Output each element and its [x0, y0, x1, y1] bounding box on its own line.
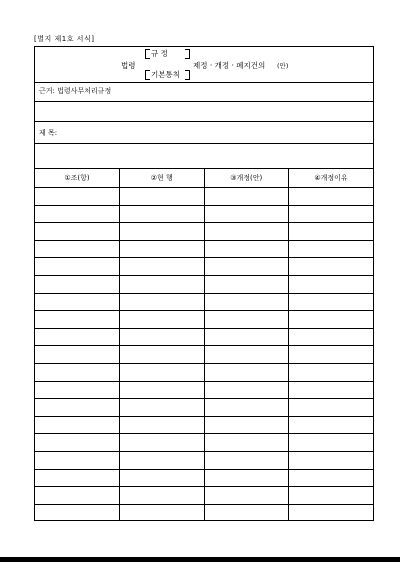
bracket-top-right — [185, 49, 190, 59]
table-cell — [35, 258, 120, 276]
table-cell — [120, 223, 205, 241]
table-cell — [204, 434, 289, 452]
table-row — [35, 434, 373, 452]
table-cell — [120, 328, 205, 346]
title-mark: (안) — [277, 62, 289, 70]
table-row — [35, 504, 373, 521]
table-cell — [35, 188, 120, 206]
table-row — [35, 399, 373, 417]
table-cell — [204, 205, 289, 223]
col-amendment: ③개정(안) — [204, 169, 289, 188]
table-cell — [120, 275, 205, 293]
table-cell — [120, 434, 205, 452]
page-bottom-bar — [0, 557, 400, 562]
subject-label: 제 목: — [39, 129, 58, 137]
table-cell — [35, 311, 120, 329]
table-cell — [289, 346, 374, 364]
table-cell — [35, 416, 120, 434]
table-row — [35, 346, 373, 364]
table-cell — [120, 311, 205, 329]
blank-row-2 — [35, 144, 373, 169]
table-cell — [204, 381, 289, 399]
table-header-row — [35, 169, 373, 188]
table-cell — [289, 363, 374, 381]
table-cell — [120, 258, 205, 276]
table-row — [35, 487, 373, 505]
table-cell — [204, 311, 289, 329]
table-cell — [120, 399, 205, 417]
table-cell — [120, 188, 205, 206]
table-cell — [35, 275, 120, 293]
table-row — [35, 469, 373, 487]
table-cell — [35, 469, 120, 487]
table-cell — [35, 293, 120, 311]
table-cell — [204, 328, 289, 346]
table-cell — [120, 451, 205, 469]
table-row — [35, 381, 373, 399]
table-cell — [204, 223, 289, 241]
table-cell — [120, 469, 205, 487]
table-cell — [35, 328, 120, 346]
table-cell — [120, 416, 205, 434]
table-row — [35, 205, 373, 223]
table-cell — [289, 223, 374, 241]
table-cell — [289, 205, 374, 223]
table-cell — [289, 328, 374, 346]
table-row — [35, 240, 373, 258]
table-cell — [35, 504, 120, 521]
title-option-bottom: 기본통칙 — [151, 70, 180, 79]
table-cell — [120, 240, 205, 258]
table-cell — [289, 416, 374, 434]
table-row — [35, 328, 373, 346]
table-cell — [204, 258, 289, 276]
table-row — [35, 416, 373, 434]
table-cell — [204, 188, 289, 206]
table-cell — [35, 381, 120, 399]
table-cell — [120, 293, 205, 311]
table-cell — [204, 469, 289, 487]
table-cell — [35, 205, 120, 223]
table-cell — [204, 487, 289, 505]
table-cell — [289, 381, 374, 399]
table-cell — [204, 416, 289, 434]
subject-row — [35, 122, 373, 144]
table-cell — [35, 363, 120, 381]
table-cell — [289, 399, 374, 417]
form-title — [35, 47, 373, 83]
col-current: ②현 행 — [120, 169, 205, 188]
table-cell — [35, 346, 120, 364]
table-cell — [35, 240, 120, 258]
table-cell — [289, 293, 374, 311]
col-reason: ④개정이유 — [289, 169, 374, 188]
table-cell — [204, 363, 289, 381]
table-row — [35, 451, 373, 469]
table-cell — [289, 188, 374, 206]
title-option-top: 규 정 — [151, 49, 168, 58]
proposal-form — [34, 46, 374, 521]
table-cell — [120, 346, 205, 364]
bracket-bottom-right — [185, 70, 190, 80]
table-cell — [204, 240, 289, 258]
table-cell — [289, 258, 374, 276]
table-row — [35, 223, 373, 241]
revision-table — [35, 169, 373, 521]
table-cell — [204, 293, 289, 311]
col-article: ①조(항) — [35, 169, 120, 188]
basis-row — [35, 82, 373, 102]
table-cell — [289, 487, 374, 505]
table-cell — [35, 451, 120, 469]
table-cell — [289, 311, 374, 329]
table-cell — [120, 205, 205, 223]
table-row — [35, 293, 373, 311]
table-row — [35, 363, 373, 381]
bracket-top-left — [145, 49, 150, 59]
blank-row — [35, 102, 373, 122]
bracket-bottom-left — [145, 70, 150, 80]
table-cell — [204, 346, 289, 364]
form-number-label: [별지 제1호 서식] — [34, 35, 95, 43]
table-cell — [204, 504, 289, 521]
basis-text: 근거: 법령사무처리규정 — [39, 87, 112, 95]
table-cell — [289, 504, 374, 521]
table-cell — [289, 469, 374, 487]
table-cell — [289, 275, 374, 293]
table-cell — [204, 399, 289, 417]
table-cell — [120, 381, 205, 399]
table-cell — [204, 451, 289, 469]
table-cell — [120, 504, 205, 521]
table-row — [35, 188, 373, 206]
table-cell — [289, 451, 374, 469]
table-cell — [289, 434, 374, 452]
table-row — [35, 258, 373, 276]
table-cell — [35, 434, 120, 452]
title-prefix: 법령 — [121, 61, 136, 70]
title-suffix: 제정 · 개정 · 폐지건의 — [193, 61, 266, 70]
table-cell — [35, 487, 120, 505]
table-cell — [35, 223, 120, 241]
table-cell — [204, 275, 289, 293]
table-row — [35, 311, 373, 329]
table-row — [35, 275, 373, 293]
table-cell — [35, 399, 120, 417]
table-cell — [120, 363, 205, 381]
table-cell — [289, 240, 374, 258]
table-cell — [120, 487, 205, 505]
